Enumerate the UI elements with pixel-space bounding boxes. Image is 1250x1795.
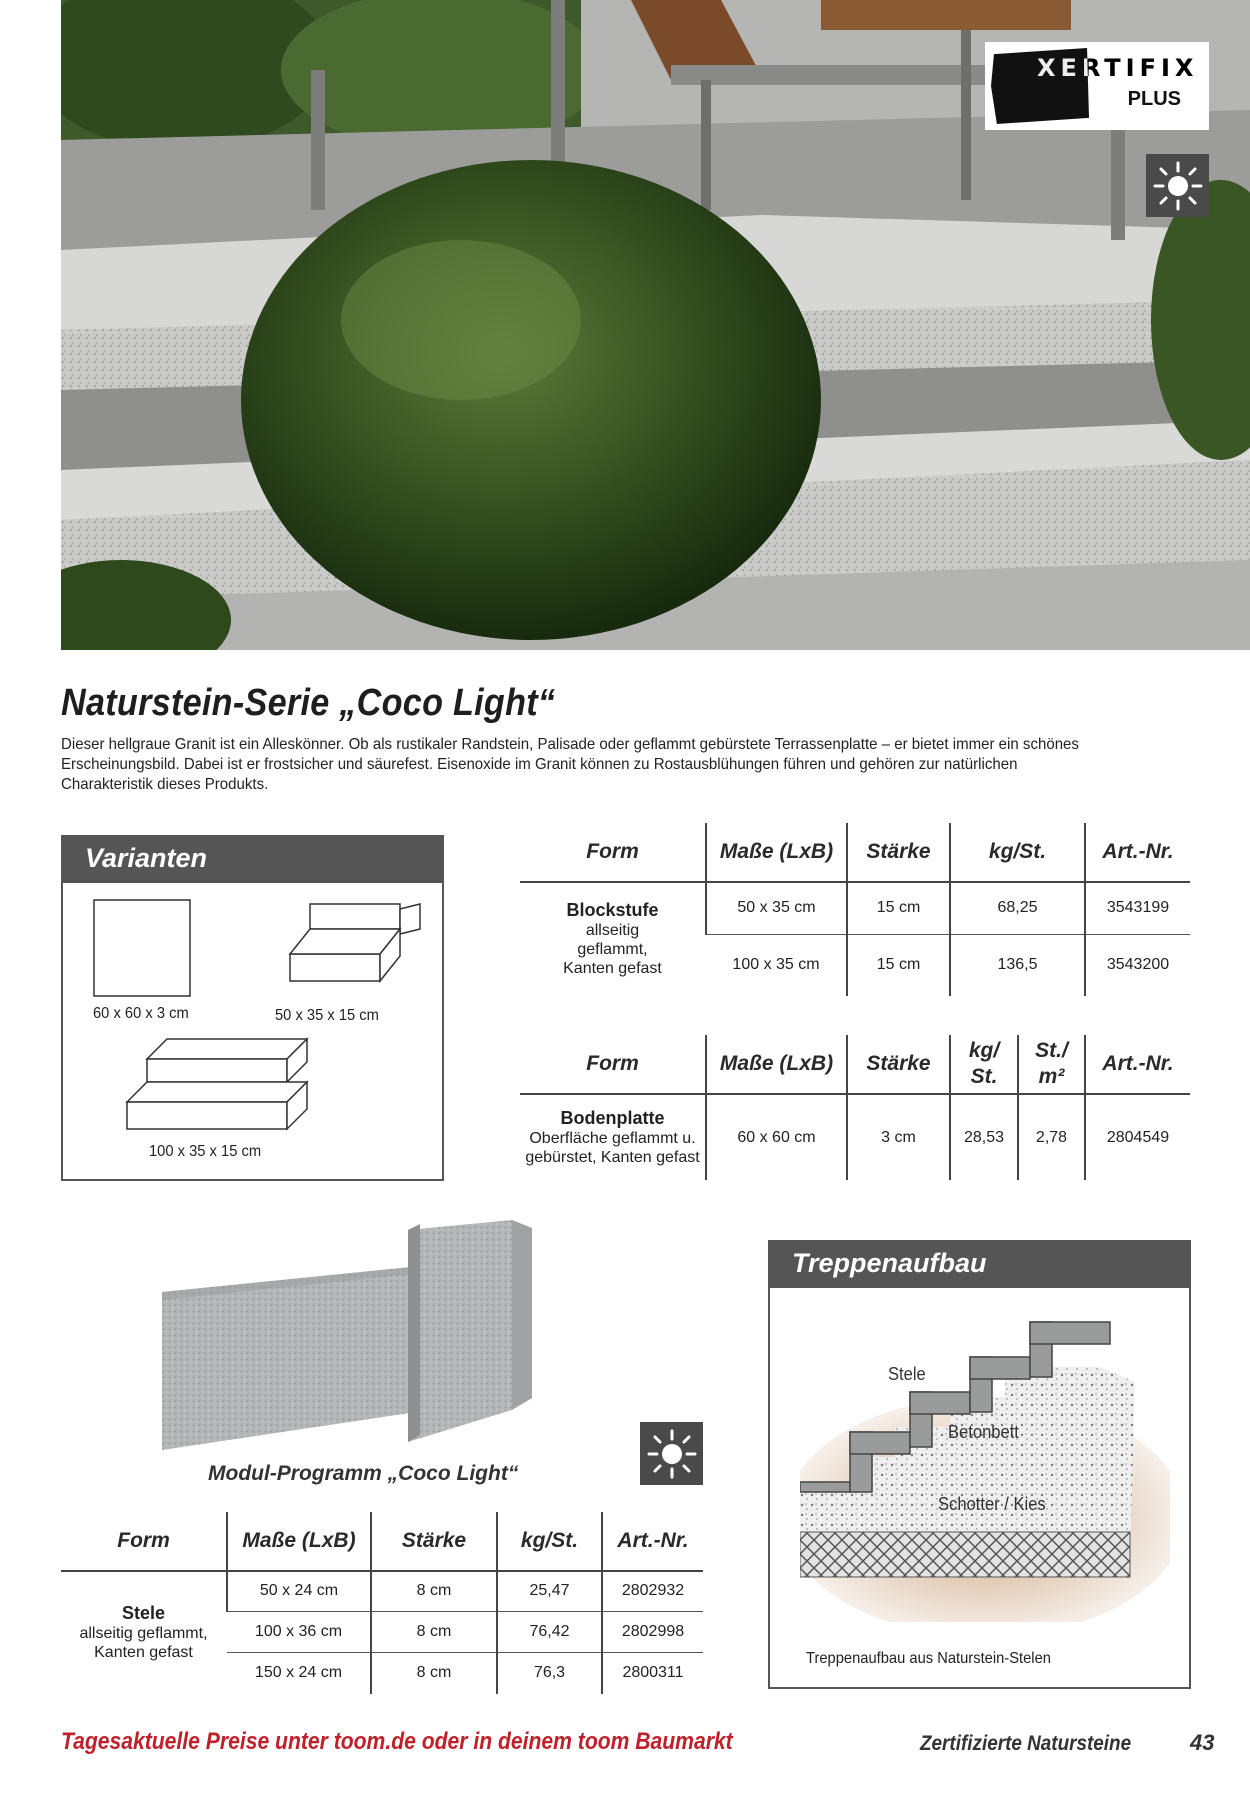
table-row bbox=[520, 1094, 1190, 1180]
footer-price-note: Tagesaktuelle Preise unter toom.de oder in deinem toom Baumarkt bbox=[61, 1728, 733, 1755]
col-header: Stärke bbox=[847, 823, 950, 882]
treppenaufbau-heading: Treppenaufbau bbox=[770, 1242, 1189, 1288]
variant-plate-drawing bbox=[93, 899, 193, 999]
variant-step-small-drawing bbox=[288, 899, 423, 999]
col-header: Art.-Nr. bbox=[1085, 823, 1190, 882]
table-row bbox=[61, 1571, 703, 1611]
col-header: kg/ St. bbox=[950, 1035, 1018, 1094]
col-header: Form bbox=[520, 823, 706, 882]
modul-caption: Modul-Programm „Coco Light“ bbox=[208, 1462, 519, 1485]
form-desc: Oberfläche geflammt u. gebürstet, Kanten gefast bbox=[525, 1129, 700, 1166]
treppenaufbau-diagram bbox=[800, 1302, 1170, 1622]
label-betonbett: Betonbett bbox=[948, 1422, 1019, 1442]
cell: 60 x 60 cm bbox=[706, 1094, 847, 1180]
cell: 68,25 bbox=[950, 882, 1085, 934]
col-header: Art.-Nr. bbox=[1085, 1035, 1190, 1094]
bodenplatte-table bbox=[520, 1035, 1190, 1180]
form-cell bbox=[520, 882, 706, 996]
page-title: Naturstein-Serie „Coco Light“ bbox=[61, 682, 556, 724]
label-schotter: Schotter / Kies bbox=[938, 1494, 1046, 1514]
cell: 150 x 24 cm bbox=[254, 1664, 343, 1682]
col-header: Stärke bbox=[371, 1512, 497, 1571]
variant-step-large-drawing bbox=[125, 1037, 325, 1135]
col-header: Maße (LxB) bbox=[227, 1512, 371, 1571]
variant-caption: 60 x 60 x 3 cm bbox=[93, 1005, 189, 1022]
footer-section: Zertifizierte Natursteine bbox=[920, 1732, 1132, 1755]
cell: 3 cm bbox=[847, 1094, 950, 1180]
page-number: 43 bbox=[1190, 1730, 1215, 1755]
form-name: Stele bbox=[121, 1603, 166, 1623]
form-name: Bodenplatte bbox=[560, 1107, 665, 1128]
cell: 50 x 24 cm bbox=[227, 1571, 371, 1611]
cell: 2800311 bbox=[602, 1652, 703, 1694]
stele-photo bbox=[150, 1220, 540, 1450]
cell: 2802932 bbox=[602, 1571, 703, 1611]
label-stele: Stele bbox=[888, 1364, 926, 1384]
col-header: Maße (LxB) bbox=[706, 1035, 847, 1094]
col-header: St./ m² bbox=[1018, 1035, 1085, 1094]
table-row bbox=[520, 882, 1190, 934]
sun-icon bbox=[640, 1422, 703, 1485]
cell: 100 x 35 cm bbox=[732, 956, 820, 974]
cell: 136,5 bbox=[950, 934, 1085, 996]
col-header: Art.-Nr. bbox=[602, 1512, 703, 1571]
cell: 3543200 bbox=[1085, 934, 1190, 996]
form-desc: allseitig geflammt, Kanten gefast bbox=[79, 1625, 208, 1661]
cell: 25,47 bbox=[497, 1571, 602, 1611]
cell: 15 cm bbox=[847, 934, 950, 996]
cell: 50 x 35 cm bbox=[706, 882, 847, 934]
intro-text: Dieser hellgraue Granit ist ein Alleskönner. Ob als rustikaler Randstein, Palisade oder geflammt gebürstete Terrassenplatte – er bietet immer ein schönes Erscheinungsbild. Dabei ist er frostsicher und säurefest. Eisenoxide im Granit können zu Rostausblühungen führen und gehören zur natürlichen Charakteristik dieses Produkts. bbox=[61, 736, 1079, 793]
cell: 3543199 bbox=[1085, 882, 1190, 934]
treppenaufbau-box bbox=[768, 1240, 1191, 1689]
varianten-heading: Varianten bbox=[63, 837, 442, 883]
cell: 28,53 bbox=[950, 1094, 1018, 1180]
variant-caption: 100 x 35 x 15 cm bbox=[149, 1143, 262, 1160]
cell: 76,42 bbox=[497, 1611, 602, 1652]
col-header: Stärke bbox=[847, 1035, 950, 1094]
cell: 2804549 bbox=[1085, 1094, 1190, 1180]
col-header: Maße (LxB) bbox=[706, 823, 847, 882]
treppenaufbau-caption: Treppenaufbau aus Naturstein-Stelen bbox=[806, 1650, 1051, 1667]
blockstufe-table bbox=[520, 823, 1190, 996]
stele-table bbox=[61, 1512, 703, 1694]
form-cell bbox=[61, 1571, 227, 1694]
sun-icon bbox=[1146, 154, 1209, 217]
col-header: Form bbox=[520, 1035, 706, 1094]
cell: 2,78 bbox=[1018, 1094, 1085, 1180]
xertifix-logo: XERTIFIX PLUS bbox=[985, 42, 1209, 130]
col-header: Form bbox=[61, 1512, 227, 1571]
cell: 15 cm bbox=[847, 882, 950, 934]
cell: 100 x 36 cm bbox=[227, 1611, 371, 1652]
cell: 8 cm bbox=[371, 1571, 497, 1611]
form-desc: allseitig geflammt, Kanten gefast bbox=[563, 922, 662, 977]
form-cell bbox=[520, 1094, 706, 1180]
varianten-box bbox=[61, 835, 444, 1181]
col-header: kg/St. bbox=[950, 823, 1085, 882]
cell: 8 cm bbox=[371, 1611, 497, 1652]
form-name: Blockstufe bbox=[566, 900, 659, 920]
variant-caption: 50 x 35 x 15 cm bbox=[275, 1007, 379, 1024]
cell: 8 cm bbox=[371, 1652, 497, 1694]
cell: 76,3 bbox=[497, 1652, 602, 1694]
col-header: kg/St. bbox=[497, 1512, 602, 1571]
cell: 2802998 bbox=[602, 1611, 703, 1652]
